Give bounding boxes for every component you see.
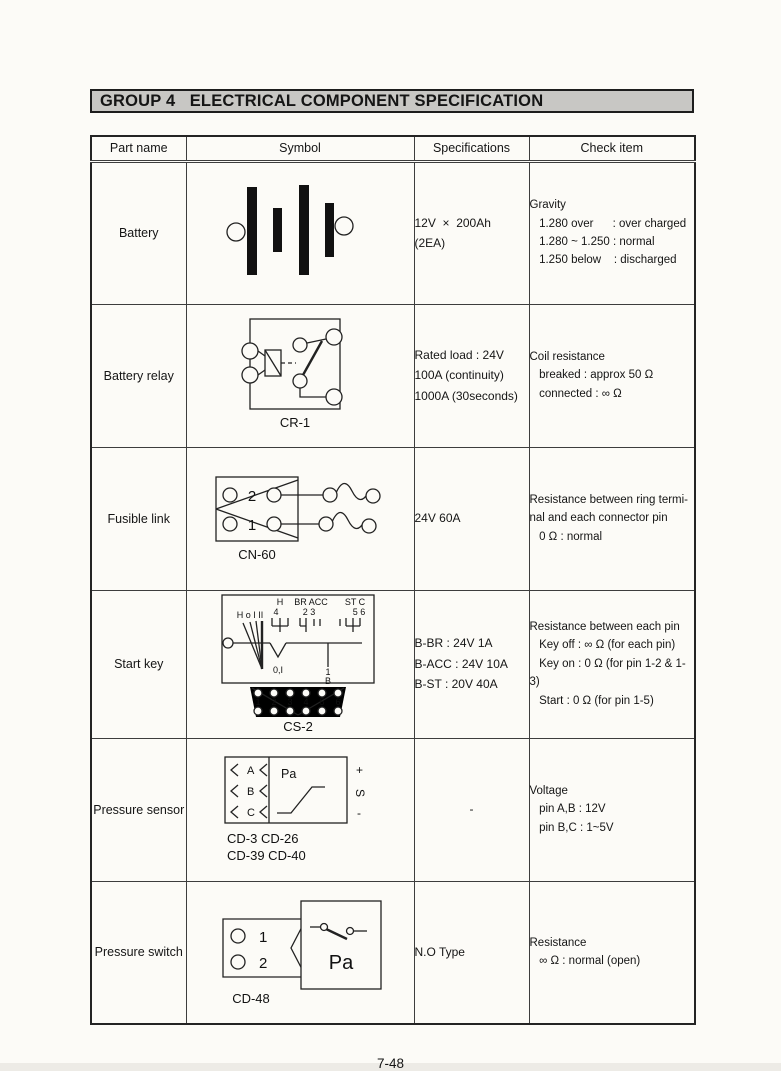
specifications-cell: [414, 590, 529, 738]
key-pin-label: 4: [273, 606, 279, 617]
check-item-cell: [529, 590, 695, 738]
check-line: Resistance between each pin: [529, 621, 680, 634]
key-contact-label: ST C: [344, 596, 366, 607]
key-position-label: 0,I: [272, 664, 284, 675]
check-line: Resistance between ring termi-: [529, 493, 689, 506]
part-name: Start key: [91, 590, 186, 738]
symbol-caption: CD-48: [231, 990, 270, 1006]
symbol-cell: [186, 738, 414, 881]
connector-pin-label: 2: [258, 954, 267, 972]
check-line: Gravity: [529, 199, 566, 212]
symbol-cell: [186, 447, 414, 590]
battery-symbol-icon: [215, 173, 385, 288]
check-item-cell: [529, 304, 695, 447]
spec-table: [90, 135, 696, 1025]
symbol-caption: CS-2: [283, 718, 313, 733]
page-number: 7-48: [376, 1056, 405, 1071]
symbol-cell: [186, 304, 414, 447]
table-row-battery: [91, 161, 695, 304]
sensor-pin-label: A: [246, 765, 254, 777]
check-line: Key on : 0 Ω (for pin 1-2 & 1-3): [529, 657, 686, 689]
pressure-sensor-symbol-icon: [213, 751, 388, 863]
sensor-pin-label: C: [246, 807, 255, 819]
symbol-caption: CD-39 CD-40: [226, 848, 306, 863]
specifications-cell: [414, 738, 529, 881]
pa-label: Pa: [280, 767, 296, 781]
check-line: breaked : approx 50 Ω: [529, 369, 654, 382]
spec-line: (2EA): [414, 236, 446, 250]
header-row: [91, 136, 695, 161]
col-header-part-name: Part name: [91, 136, 186, 161]
part-name: Fusible link: [91, 447, 186, 590]
symbol-caption: CN-60: [238, 546, 276, 562]
specifications-cell: [414, 881, 529, 1024]
symbol-cell: [186, 161, 414, 304]
table-row-pressure-switch: [91, 881, 695, 1024]
spec-line: 12V × 200Ah: [414, 215, 491, 230]
connector-pin-label: 3: [287, 696, 293, 707]
part-name: Pressure switch: [91, 881, 186, 1024]
part-name: Pressure sensor: [91, 738, 186, 881]
check-line: 0 Ω : normal: [529, 530, 603, 543]
connector-pin-label: 1: [247, 516, 257, 534]
connector-pin-label: 1: [255, 696, 261, 707]
spec-line: 1000A (30seconds): [414, 388, 518, 403]
spec-line: N.O Type: [414, 945, 465, 960]
spec-line: -: [469, 802, 474, 817]
sensor-pin-label: B: [246, 786, 254, 798]
pa-label: Pa: [328, 951, 353, 974]
check-item-cell: [529, 161, 695, 304]
spec-line: 100A (continuity): [414, 368, 504, 383]
check-item-cell: [529, 881, 695, 1024]
connector-pin-label: 5: [319, 696, 325, 707]
check-line: 1.280 ~ 1.250 : normal: [529, 236, 655, 248]
table-row-battery-relay: [91, 304, 695, 447]
key-contact-label: BR ACC: [294, 596, 328, 607]
signal-label: S: [352, 788, 367, 798]
spec-line: B-ST : 20V 40A: [414, 677, 498, 692]
check-line: 1.280 over : over charged: [529, 217, 687, 230]
check-line: Start : 0 Ω (for pin 1-5): [529, 694, 654, 707]
pressure-switch-symbol-icon: [213, 891, 388, 1009]
part-name: Battery: [91, 161, 186, 304]
check-line: Key off : ∞ Ω (for each pin): [529, 639, 676, 652]
check-line: pin B,C : 1~5V: [529, 821, 614, 834]
check-line: 1.250 below : discharged: [529, 254, 677, 267]
key-pin-label: 5 6: [352, 606, 366, 617]
check-line: Voltage: [529, 784, 568, 797]
key-position-label: H o I II: [236, 609, 264, 620]
connector-pin-label: 4: [303, 696, 309, 707]
check-line: ∞ Ω : normal (open): [529, 955, 641, 968]
spec-line: B-ACC : 24V 10A: [414, 656, 508, 671]
symbol-caption: CR-1: [279, 415, 310, 430]
check-line: connected : ∞ Ω: [529, 387, 622, 400]
spec-line: B-BR : 24V 1A: [414, 636, 493, 651]
check-line: nal and each connector pin: [529, 512, 668, 525]
connector-pin-label: 6: [335, 696, 341, 707]
check-line: pin A,B : 12V: [529, 803, 606, 816]
check-line: Coil resistance: [529, 350, 605, 363]
table-row-pressure-sensor: [91, 738, 695, 881]
key-contact-label: H: [276, 596, 284, 607]
check-item-cell: [529, 447, 695, 590]
minus-label: -: [356, 806, 361, 820]
key-pin-label: 1: [325, 666, 331, 677]
table-row-fusible-link: [91, 447, 695, 590]
part-name: Battery relay: [91, 304, 186, 447]
col-header-symbol: Symbol: [186, 136, 414, 161]
col-header-specifications: Specifications: [414, 136, 529, 161]
plus-label: +: [355, 763, 363, 777]
key-pin-label: B: [324, 675, 332, 686]
specifications-cell: [414, 447, 529, 590]
check-item-cell: [529, 738, 695, 881]
section-title: GROUP 4 ELECTRICAL COMPONENT SPECIFICATION: [90, 89, 694, 113]
specifications-cell: [414, 161, 529, 304]
specifications-cell: [414, 304, 529, 447]
symbol-cell: [186, 881, 414, 1024]
connector-pin-label: 1: [258, 928, 267, 946]
check-line: Resistance: [529, 936, 587, 949]
fusible-link-symbol-icon: [210, 469, 390, 564]
symbol-cell: [186, 590, 414, 738]
symbol-caption: CD-3 CD-26: [226, 831, 299, 846]
connector-pin-label: 2: [271, 696, 277, 707]
battery-relay-symbol-icon: [238, 313, 363, 433]
col-header-check-item: Check item: [529, 136, 695, 161]
spec-line: 24V 60A: [414, 511, 461, 526]
start-key-symbol-icon: [210, 591, 390, 733]
table-row-start-key: [91, 590, 695, 738]
spec-line: Rated load : 24V: [414, 347, 504, 362]
key-pin-label: 2 3: [302, 606, 316, 617]
connector-pin-label: 2: [247, 487, 257, 505]
